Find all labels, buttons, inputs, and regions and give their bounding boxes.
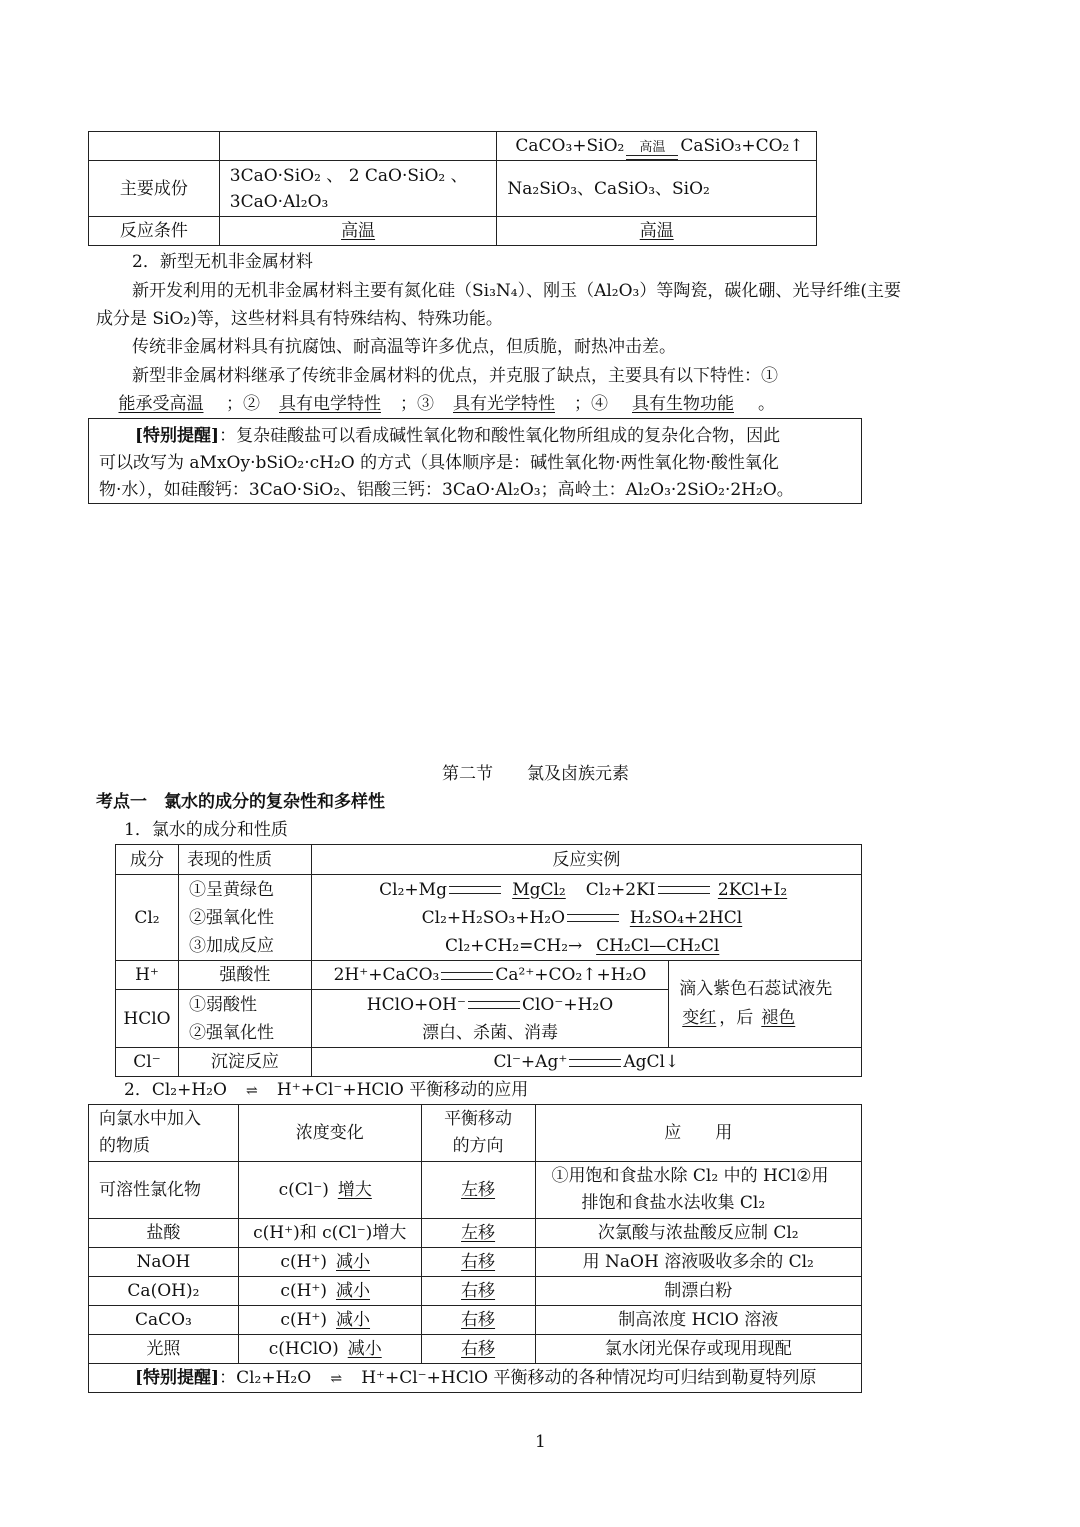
paragraph: 成分是 SiO₂)等，这些材料具有特殊结构、特殊功能。 (96, 309, 503, 329)
table-row: CaCO₃ c(H⁺) 减小 右移 制高浓度 HClO 溶液 (89, 1306, 862, 1335)
equilibrium-table (88, 1104, 862, 1393)
column-header: 反应实例 (311, 845, 861, 875)
cement-composition: 3CaO·SiO₂ 、 2 CaO·SiO₂ 、 3CaO·Al₂O₃ (219, 161, 497, 217)
component-h: H⁺ (116, 961, 179, 990)
component-cl-ion: Cl⁻ (116, 1048, 179, 1077)
cl2-reactions: Cl₂+Mg MgCl₂ Cl₂+2KI 2KCl+I₂ Cl₂+H₂SO₃+H₂O H₂SO₄+2HCl Cl₂+CH₂=CH₂→ CH₂Cl—CH₂Cl (311, 875, 861, 961)
component-hclo: HClO (116, 990, 179, 1048)
reaction-condition: 高温 (639, 140, 666, 155)
column-header: 成分 (116, 845, 179, 875)
tip-label: [特别提醒] (135, 426, 220, 446)
table-row: 盐酸 c(H⁺)和 c(Cl⁻)增大 左移 次氯酸与浓盐酸反应制 Cl₂ (89, 1219, 862, 1248)
answer-blank: 具有电学特性 (279, 394, 381, 414)
condition-blank: 高温 (341, 221, 376, 241)
column-header: 向氯水中加入 的物质 (89, 1105, 239, 1162)
table-row: NaOH c(H⁺) 减小 右移 用 NaOH 溶液吸收多余的 Cl₂ (89, 1248, 862, 1277)
reversible-arrow-icon: ⇌ (246, 1082, 258, 1099)
kaodian-heading: 考点一 氯水的成分的复杂性和多样性 (96, 792, 385, 812)
tip-label: [特别提醒] (135, 1368, 220, 1388)
litmus-note: 滴入紫色石蕊试液先 变红 ，后 褪色 (669, 961, 862, 1048)
subsection-heading: 1．氯水的成分和性质 (124, 820, 288, 840)
table-row: Ca(OH)₂ c(H⁺) 减小 右移 制漂白粉 (89, 1277, 862, 1306)
special-tip-row: [特别提醒]：Cl₂+H₂O ⇌ H⁺+Cl⁻+HClO 平衡移动的各种情况均可归结到勒夏特列原 (89, 1364, 862, 1393)
answer-blank: 具有光学特性 (453, 394, 555, 414)
special-tip-box: [特别提醒]：复杂硅酸盐可以看成碱性氧化物和酸性氧化物所组成的复杂化合物，因此 可以改写为 aMxOy·bSiO₂·cH₂O 的方式（具体顺序是：碱性氧化物·两性氧化物·酸性氧化 物·水），如硅酸钙：3CaO·SiO₂、铝酸三钙：3CaO·Al₂O₃；高岭土：Al₂O₃·2SiO₂·2H₂O。 (88, 418, 862, 504)
section-heading: 2．新型无机非金属材料 (132, 252, 313, 272)
paragraph: 新开发利用的无机非金属材料主要有氮化硅（Si₃N₄）、刚玉（Al₂O₃）等陶瓷，碳化硼、光导纤维(主要 (132, 281, 901, 301)
answer-blank: 能承受高温 (118, 394, 204, 414)
paragraph: 传统非金属材料具有抗腐蚀、耐高温等许多优点，但质脆，耐热冲击差。 (132, 337, 676, 357)
glass-composition: Na₂SiO₃、CaSiO₃、SiO₂ (497, 161, 817, 217)
chapter-title: 第二节 氯及卤族元素 (442, 764, 629, 784)
glass-reaction: CaCO₃+SiO₂ 高温 CaSiO₃+CO₂↑ (497, 132, 817, 161)
column-header: 浓度变化 (238, 1105, 421, 1162)
reversible-arrow-icon: ⇌ (330, 1370, 343, 1387)
answer-blank: 具有生物功能 (632, 394, 734, 414)
table-row: 可溶性氯化物 c(Cl⁻) 增大 左移 ①用饱和食盐水除 Cl₂ 中的 HCl②用 排饱和食盐水法收集 Cl₂ (89, 1162, 862, 1219)
condition-blank: 高温 (639, 221, 674, 241)
page-number: 1 (535, 1432, 546, 1452)
column-header: 平衡移动 的方向 (421, 1105, 535, 1162)
table-row: 光照 c(HClO) 减小 右移 氯水闭光保存或现用现配 (89, 1335, 862, 1364)
fill-blank-line: 能承受高温 ；② 具有电学特性 ；③ 具有光学特性 ；④ 具有生物功能 。 (96, 390, 775, 418)
subsection-heading: 2．Cl₂+H₂O ⇌ H⁺+Cl⁻+HClO 平衡移动的应用 (124, 1080, 529, 1100)
row-label-composition: 主要成份 (89, 161, 220, 217)
silicate-table (88, 131, 817, 246)
column-header: 应 用 (535, 1105, 861, 1162)
row-label-condition: 反应条件 (89, 217, 220, 246)
column-header: 表现的性质 (178, 845, 311, 875)
component-cl2: Cl₂ (116, 875, 179, 961)
paragraph: 新型非金属材料继承了传统非金属材料的优点，并克服了缺点，主要具有以下特性：① (132, 366, 778, 386)
chlorine-water-table: 成分 表现的性质 反应实例 Cl₂ ①呈黄绿色 ②强氧化性 ③加成反应 Cl₂+Mg MgCl₂ Cl₂+2KI 2KCl+I₂ Cl₂+H₂SO₃+H₂O H₂SO₄+2HCl Cl₂+CH₂=CH₂→ CH₂Cl—CH₂Cl H⁺ 强酸性 2H⁺+CaCO₃ Ca²⁺+CO₂↑+H₂O 滴入紫色石蕊试液先 变红 ，后 褪色 HClO ①弱酸性 ②强氧化性 HClO+OH⁻ ClO⁻+H₂O 漂白、杀菌、消毒 Cl⁻ 沉淀反应 Cl⁻+Ag⁺ AgCl↓ (115, 844, 862, 1077)
